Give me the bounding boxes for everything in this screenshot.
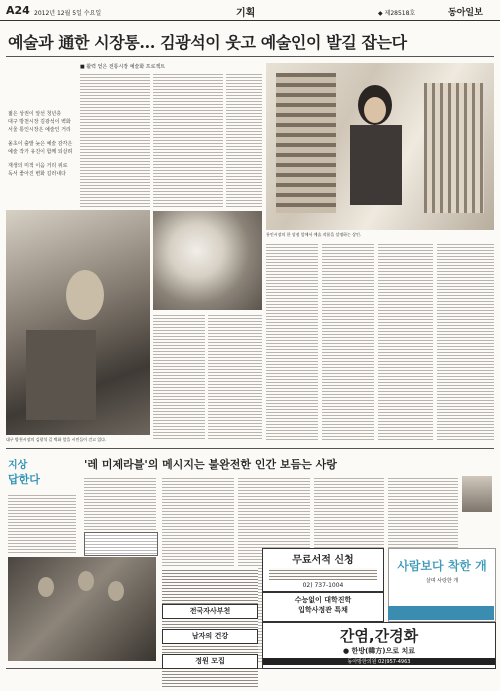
hepatitis-ad [262,622,496,669]
pull-quote: 서울 통인시장은 예술인 거리 [8,127,71,133]
article-body-col3 [226,72,262,209]
newspaper-name: 동아일보 [448,8,483,18]
article-body-col6 [266,242,318,440]
exam-title: 수능없이 대학진학 [294,596,352,604]
small-ad: 남자의 건강 [162,629,258,644]
pull-quote: 예술 작가 유진이 함께 되살려 [8,149,73,155]
book-ad-banner [388,606,494,620]
clinic-name: 동아방한의원 02)957-4963 [263,658,495,665]
book-title: 사람보다 착한 개 [397,559,487,573]
article-body-col9 [437,242,494,440]
left-photo [6,210,150,435]
article-headline: 예술과 通한 시장통… 김광석이 웃고 예술인이 발길 잡는다 [8,33,407,52]
pull-quote: 대구 방천시장 김광석이 벽화 [8,119,71,125]
reader-letter-box [84,532,158,556]
pull-quote: 재생의 미적 이음 거리 위로 [8,163,68,169]
hepatitis-title: 간염,간경화 [339,627,419,645]
article-body-col4 [153,313,205,440]
right-photo-caption: 통인시장의 한 상점 앞에서 예술 작품을 설명하는 상인. [266,232,362,237]
article2-body-col2 [84,476,156,531]
article-body-col2 [153,72,223,209]
exam-subtitle: 입학사정관 특채 [298,606,348,614]
left-photo-caption: 대구 방천시장의 김광석 길 벽화 앞을 시민들이 걷고 있다. [6,437,107,442]
small-ads-strip [162,604,258,688]
middle-photo [153,211,262,310]
pull-quotes [8,110,78,178]
column-badge-bottom: 답한다 [8,473,40,486]
theatre-photo [8,557,156,661]
section-title: 기획 [236,8,256,19]
columnist-photo [462,476,492,512]
free-books-title: 무료서적 신청 [292,555,354,566]
article-body-col5 [208,313,262,440]
issue-line: ◆ 제28518호 [378,10,416,17]
free-books-ad [262,548,384,592]
small-ad: 전국자사부천 [162,604,258,619]
article-body-col1 [80,72,150,209]
article2-body-col1 [8,493,76,555]
pull-quote: 젊은 상권이 앞선 청년층 [8,111,62,117]
small-ad: 정원 모집 [162,654,258,669]
pull-quote: 독서 좋아진 변화 길러내다 [8,171,66,177]
page-header [0,0,500,21]
hepatitis-subtitle: ● 한방(韓方)으로 치료 [343,647,415,655]
book-subtitle: 살며 사랑한 개 [425,578,459,584]
article2-headline: '레 미제라블'의 메시지는 불완전한 인간 보듬는 사랑 [84,458,337,471]
date-line: 2012년 12월 5일 수요일 [34,10,102,17]
column-badge [8,456,60,486]
page-number: A24 [6,4,30,17]
free-books-phone: 02) 737-1004 [302,582,344,589]
exam-ad [262,592,384,622]
article-byline: ■ 활력 얻은 전통시장 예술화 프로젝트 [80,64,166,70]
article-body-col8 [378,242,433,440]
right-photo [266,63,494,230]
article-body-col7 [322,242,374,440]
pull-quote: 올초이 출발 늦은 예술 감각은 [8,141,73,147]
column-badge-top: 지상 [8,460,28,471]
